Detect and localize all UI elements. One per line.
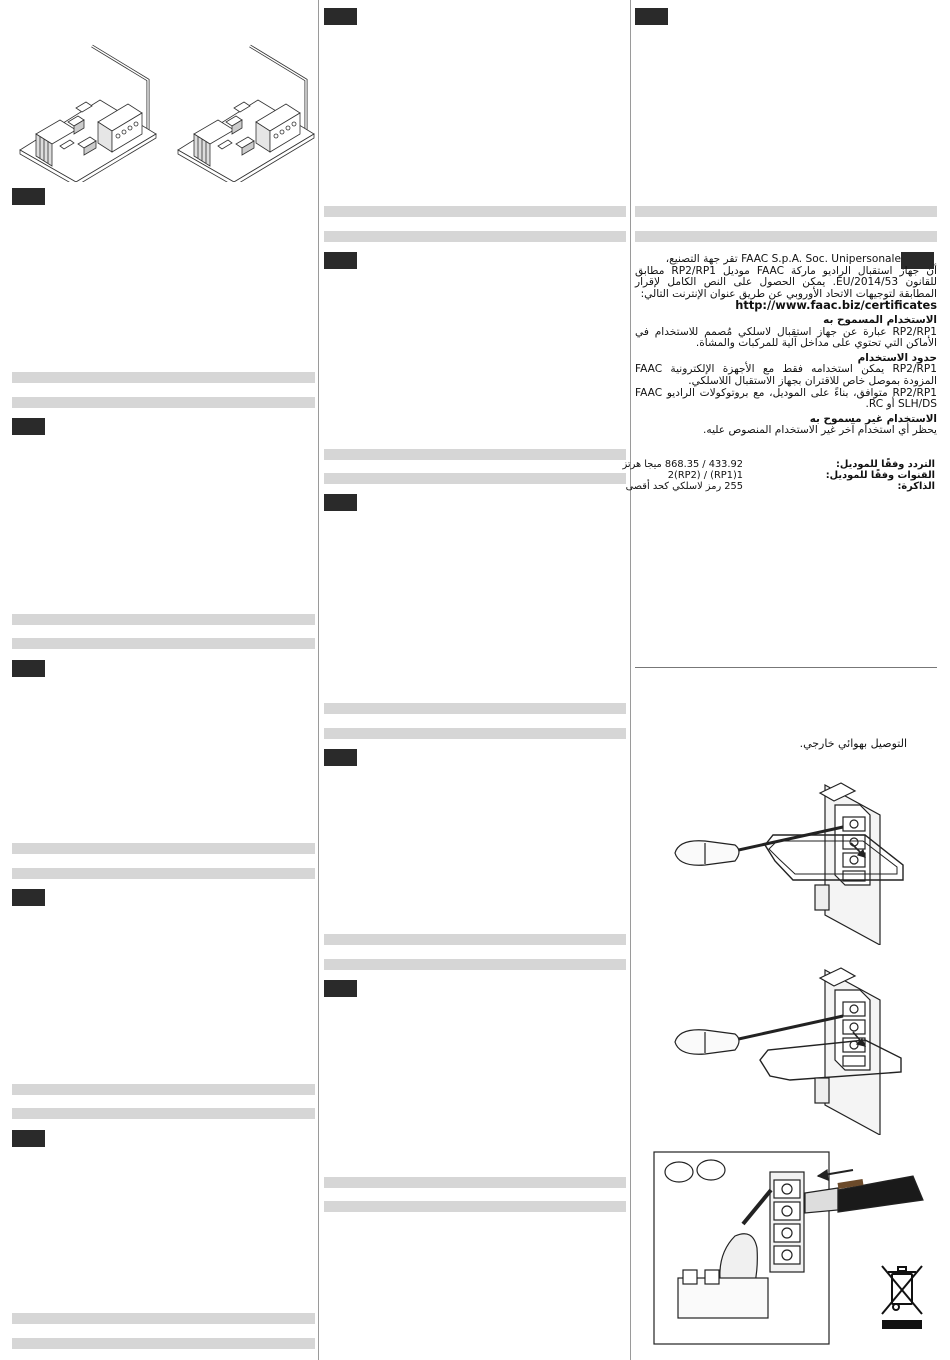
- horizontal-rule: [635, 667, 937, 668]
- language-tab: [12, 889, 45, 906]
- section-text-limits-of-use: RP2/RP1 يمكن استخدامه فقط مع الأجهزة الإلكترونية FAAC المزودة بموصل خاص للاقتران بجهاز الاستقبال اللاسلكي.: [635, 363, 937, 387]
- spec-row: [625, 481, 935, 493]
- spec-value-frequency: 433.92 / 868.35 ميجا هرتز: [622, 459, 743, 470]
- language-tab: [12, 418, 45, 435]
- section-heading-improper-use: الاستخدام غير مسموح به: [809, 412, 937, 425]
- section-bar: [324, 206, 626, 217]
- section-bar: [324, 959, 626, 970]
- section-bar: [635, 206, 937, 217]
- section-bar: [12, 397, 315, 408]
- receiver-illustration-rp1: [16, 42, 161, 182]
- spec-label-channels: القنوات وفقًا للموديل:: [825, 470, 935, 481]
- weee-crossed-bin-icon: [878, 1262, 926, 1332]
- arabic-declaration-block: [635, 254, 937, 437]
- section-bar: [12, 1313, 315, 1324]
- section-bar: [12, 843, 315, 854]
- language-tab: [324, 980, 357, 997]
- section-bar: [635, 231, 937, 242]
- section-bar: [324, 1201, 626, 1212]
- language-tab: [324, 749, 357, 766]
- spec-value-channels: 1(RP1) / 2(RP2): [667, 470, 743, 481]
- column-divider-left: [318, 0, 319, 1360]
- section-bar: [12, 1338, 315, 1349]
- receiver-illustration-rp2: [174, 42, 319, 182]
- section-bar: [12, 372, 315, 383]
- section-bar: [324, 449, 626, 460]
- language-tab: [12, 1130, 45, 1147]
- section-bar: [324, 473, 626, 484]
- section-bar: [324, 934, 626, 945]
- section-text-permitted-use: RP2/RP1 عبارة عن جهاز استقبال لاسلكي مُصمم للاستخدام في الأماكن التي تحتوي على مداخل آلية للمركبات والمشاة.: [635, 325, 937, 350]
- language-tab: [324, 8, 357, 25]
- section-bar: [12, 614, 315, 625]
- section-heading-permitted-use: الاستخدام المسموح به: [823, 313, 937, 326]
- language-tab: [12, 660, 45, 677]
- section-bar: [12, 1084, 315, 1095]
- section-bar: [324, 1177, 626, 1188]
- antenna-caption: التوصيل بهوائي خارجي.: [799, 737, 907, 750]
- column-2: [324, 0, 626, 1360]
- language-tab: [324, 494, 357, 511]
- column-divider-right: [630, 0, 631, 1360]
- section-text-compatibility: RP2/RP1 متوافق، بناءً على الموديل، مع بروتوكولات الراديو FAAC SLH/DS أو RC.: [635, 386, 937, 411]
- section-bar: [324, 728, 626, 739]
- section-bar: [12, 638, 315, 649]
- spec-label-memory: الذاكرة:: [897, 481, 935, 492]
- section-text-improper-use: يحظر أي استخدام آخر غير الاستخدام المنصوص عليه.: [703, 424, 937, 437]
- section-bar: [12, 868, 315, 879]
- technical-specs: [622, 459, 935, 493]
- certificates-url[interactable]: http://www.faac.biz/certificates: [735, 298, 937, 313]
- antenna-terminal-illustration-2: [665, 960, 915, 1135]
- section-bar: [324, 703, 626, 714]
- manufacturer-line: FAAC S.p.A. Soc. Unipersonale تقر جهة التصنيع،: [665, 253, 901, 265]
- section-heading-limits-of-use: حدود الاستخدام: [857, 351, 937, 364]
- section-bar: [324, 231, 626, 242]
- spec-label-frequency: التردد وفقًا للموديل:: [836, 459, 935, 470]
- section-bar: [12, 1108, 315, 1119]
- language-tab: [635, 8, 668, 25]
- column-1: [12, 0, 315, 1360]
- language-tab: [12, 188, 45, 205]
- column-3: [622, 0, 938, 1360]
- spec-value-memory: 255 رمز لاسلكي كحد أقصى: [625, 481, 743, 492]
- declaration-text: أن جهاز استقبال الراديو ماركة FAAC موديل RP2/RP1 مطابق للقانون 2014/53/EU. يمكن الحصول على النص الكامل لإقرار المطابقة لتوجيهات الاتحاد الأوروبي عن طريق عنوان الإنترنت التالي:: [635, 264, 938, 300]
- antenna-terminal-illustration-1: [665, 775, 915, 945]
- language-tab: [324, 252, 357, 269]
